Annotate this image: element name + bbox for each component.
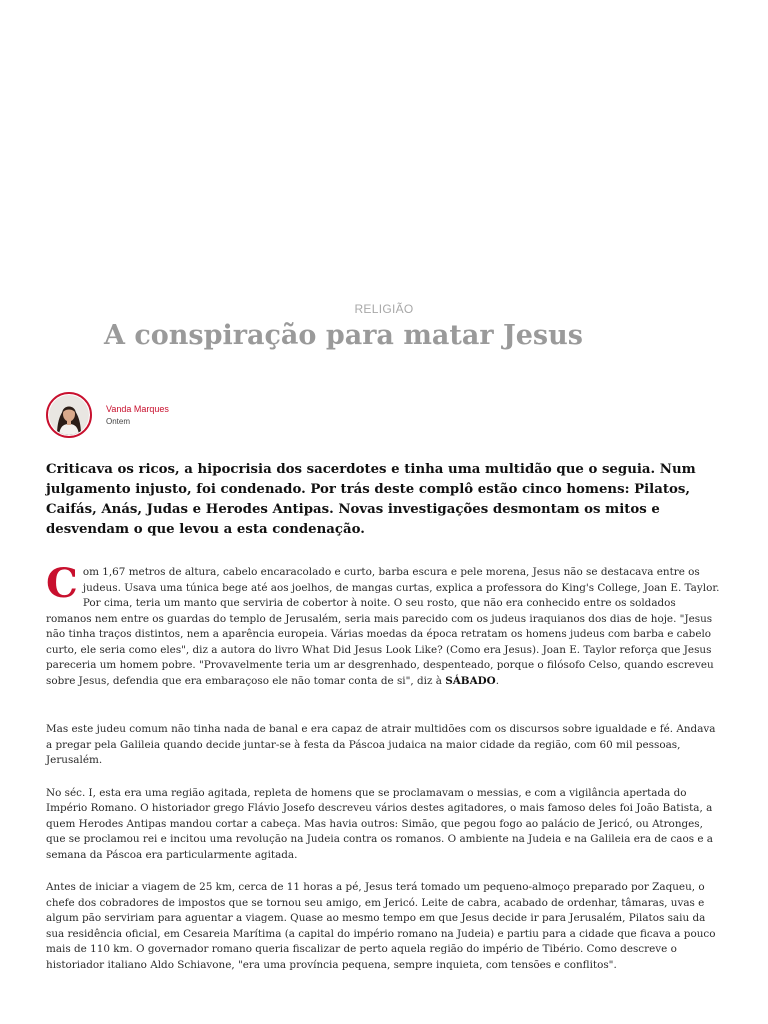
article-paragraph: Antes de iniciar a viagem de 25 km, cerca de 11 horas a pé, Jesus terá tomado um pequeno-almoço preparado por Zaqueu, o chefe dos cobradores de impostos que se tornou seu amigo, em Jericó. Leite de cabra, acabado de ordenhar, tâmaras, uvas e algum pão serviriam para aguentar a viagem. Quase ao mesmo tempo em que Jesus decide ir para Jerusalém, Pilatos saiu da sua residência oficial, em Cesareia Marítima (a capital do império romano na Judeia) e partiu para a cidade que ficava a pouco mais de 110 km. O governador romano queria fiscalizar de perto aquela região do império de Tibério. Como descreve o historiador italiano Aldo Schiavone, "era uma província pequena, sempre inquieta, com tensões e conflitos". xyxy=(46,881,716,971)
article-paragraph xyxy=(46,560,722,689)
paragraph-text: om 1,67 metros de altura, cabelo encaracolado e curto, barba escura e pele morena, Jesus não se destacava entre os judeus. Usava uma túnica bege até aos joelhos, de mangas curtas, explica a professora do King's College, Joan E. Taylor. Por cima, teria um manto que serviria de cobertor à noite. O seu rosto, que não era conhecido entre os soldados romanos nem entre os guardas do templo de Jerusalém, seria mais parecido com os judeus iraquianos dos dias de hoje. "Jesus não tinha traços distintos, nem a aparência europeia. Várias moedas da época retratam os homens judeus com barba e cabelo curto, ele seria como eles", diz a autora do livro What Did Jesus Look Like? (Como era Jesus). Joan E. Taylor reforça que Jesus pareceria um homem pobre. "Provavelmente teria um ar desgrenhado, despenteado, porque o filósofo Celso, quando escreveu sobre Jesus, defendia que era embaraçoso ele não tomar conta de si", diz à xyxy=(46,566,720,687)
author-avatar[interactable] xyxy=(46,392,92,438)
author-photo-icon xyxy=(49,395,89,435)
section-label[interactable]: RELIGIÃO xyxy=(354,302,414,316)
brand-link[interactable]: SÁBADO xyxy=(445,674,496,687)
publish-date: Ontem xyxy=(106,416,131,426)
article-paragraph: No séc. I, esta era uma região agitada, repleta de homens que se proclamavam o messias, e com a vigilância apertada do Império Romano. O historiador grego Flávio Josefo descreveu vários destes agitadores, o mais famoso deles foi João Batista, a quem Herodes Antipas mandou cortar a cabeça. Mas havia outros: Simão, que pegou fogo ao palácio de Jericó, ou Atronges, que se proclamou rei e incitou uma revolução na Judeia contra os romanos. O ambiente na Judeia e na Galileia era de caos e a semana da Páscoa era particularmente agitada. xyxy=(46,786,713,861)
author-name[interactable]: Vanda Marques xyxy=(106,403,169,414)
article-title: A conspiração para matar Jesus xyxy=(104,320,583,351)
drop-cap: C xyxy=(46,560,78,607)
article-paragraph: Mas este judeu comum não tinha nada de banal e era capaz de atrair multidões com os discursos sobre igualdade e fé. Andava a pregar pela Galileia quando decide juntar-se à festa da Páscoa judaica na maior cidade da região, com 60 mil pessoas, Jerusalém. xyxy=(46,723,716,766)
paragraph-end: . xyxy=(495,674,500,687)
article-lede: Criticava os ricos, a hipocrisia dos sacerdotes e tinha uma multidão que o seguia. Num julgamento injusto, foi condenado. Por trás deste complô estão cinco homens: Pilatos, Caifás, Anás, Judas e Herodes Antipas. Novas investigações desmontam os mitos e desvendam o que levou a esta condenação. xyxy=(46,462,696,537)
author-byline xyxy=(46,392,169,438)
article-body xyxy=(46,560,722,990)
